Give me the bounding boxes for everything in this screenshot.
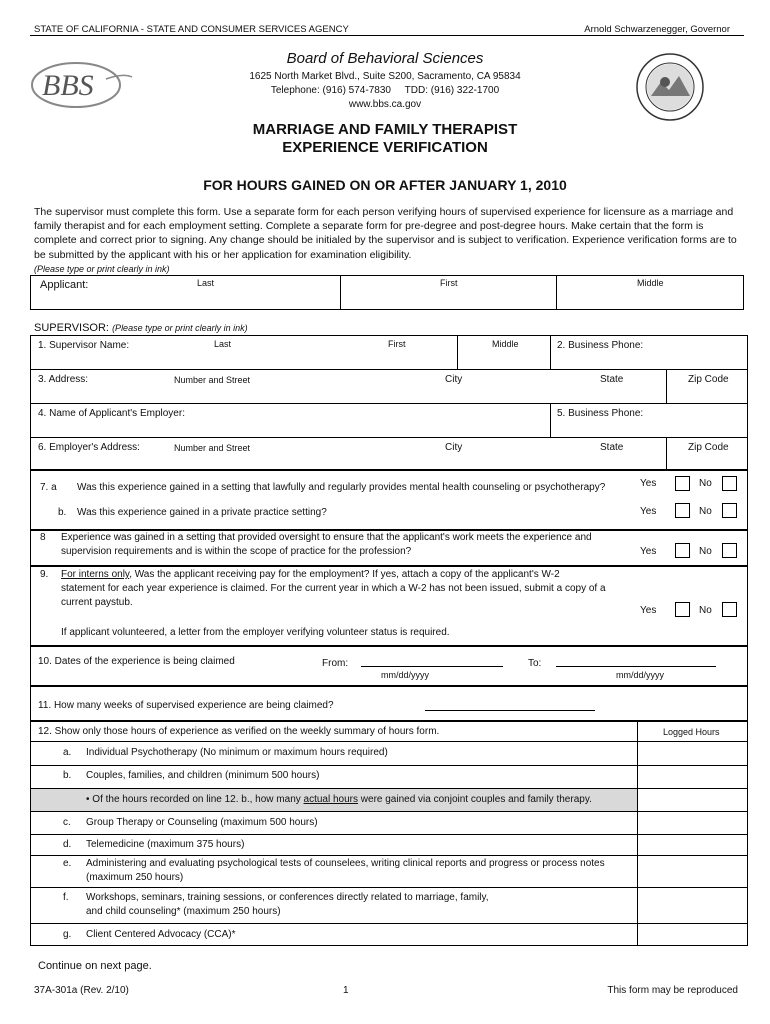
q8-no-checkbox[interactable]	[722, 543, 737, 558]
board-name: Board of Behavioral Sciences	[286, 50, 484, 67]
svg-text:BBS: BBS	[42, 69, 94, 102]
hours-item-f-2: and child counseling* (maximum 250 hours)	[86, 906, 281, 917]
q8-text-1: Experience was gained in a setting that provided oversight to ensure that the applicant's work meets the experience and	[61, 532, 592, 543]
hours-item-b: Couples, families, and children (minimum 500 hours)	[86, 770, 320, 781]
employer-street[interactable]: Number and Street	[174, 443, 251, 453]
dates-label: 10. Dates of the experience is being claimed	[38, 656, 235, 667]
q9-no-checkbox[interactable]	[722, 602, 737, 617]
address-street[interactable]: Number and Street	[174, 375, 251, 385]
supervisor-last[interactable]: Last	[214, 339, 232, 349]
address-label: 3. Address:	[38, 374, 89, 385]
hours-label: 12. Show only those hours of experience as verified on the weekly summary of hours form.	[38, 726, 440, 737]
header-rule	[30, 35, 744, 36]
q9-text-2: statement for each year experience is claimed. For the current year in which a W-2 has not been issued, submit a copy of a	[61, 583, 606, 594]
reproduce-note: This form may be reproduced	[607, 985, 738, 996]
supervisor-middle[interactable]: Middle	[492, 339, 519, 349]
to-date-input[interactable]	[556, 666, 716, 667]
hours-item-a: Individual Psychotherapy (No minimum or maximum hours required)	[86, 747, 388, 758]
hours-item-e-2: (maximum 250 hours)	[86, 872, 184, 883]
page-number: 1	[343, 985, 349, 996]
employer-label[interactable]: 4. Name of Applicant's Employer:	[38, 408, 185, 419]
employer-state[interactable]: State	[600, 442, 624, 453]
applicant-last[interactable]: Last	[197, 278, 215, 288]
governor-header: Arnold Schwarzenegger, Governor	[584, 24, 730, 35]
applicant-middle[interactable]: Middle	[637, 278, 664, 288]
state-seal-icon	[635, 52, 705, 122]
weeks-label: 11. How many weeks of supervised experience are being claimed?	[38, 700, 334, 711]
form-number: 37A-301a (Rev. 2/10)	[34, 985, 129, 996]
from-date-input[interactable]	[361, 666, 503, 667]
weeks-input[interactable]	[425, 710, 595, 711]
board-address: 1625 North Market Blvd., Suite S200, Sacramento, CA 95834 Telephone: (916) 574-7830 TDD: (916) 322-1700 www.bbs.ca.gov	[249, 71, 521, 110]
address-state[interactable]: State	[600, 374, 624, 385]
q9-yes-checkbox[interactable]	[675, 602, 690, 617]
employer-address-label: 6. Employer's Address:	[38, 442, 140, 453]
q8-text-2: supervision requirements and is within the scope of practice for the profession?	[61, 546, 412, 557]
hours-input-b[interactable]	[638, 766, 747, 788]
hours-item-c: Group Therapy or Counseling (maximum 500 hours)	[86, 817, 318, 828]
supervisor-name-label: 1. Supervisor Name:	[38, 340, 130, 351]
hours-input-c[interactable]	[638, 812, 747, 834]
hours-input-conjoint[interactable]	[638, 789, 747, 811]
q9-text-3: current paystub.	[61, 597, 133, 608]
q9-text-1: For interns only, Was the applicant receiving pay for the employment? If yes, attach a copy of the applicant's W-2	[61, 569, 560, 580]
q9-volunteer-note: If applicant volunteered, a letter from the employer verifying volunteer status is required.	[61, 627, 450, 638]
supervisor-first[interactable]: First	[388, 339, 406, 349]
supervisor-phone-label[interactable]: 2. Business Phone:	[557, 340, 644, 351]
q7a-yes-checkbox[interactable]	[675, 476, 690, 491]
hours-input-a[interactable]	[638, 742, 747, 765]
applicant-first[interactable]: First	[440, 278, 458, 288]
intro-text: The supervisor must complete this form. Use a separate form for each person verifying hours of supervised experience for licensure as a marriage and family therapist and for each employment setting. Complete a separate form for pre-degree and post-degree hours. Make certain that the form is complete and correct prior to signing. Any change should be initialed by the supervisor and is subject to verification. Experience verification forms are to be submitted by the applicant with his or her application for examination eligibility. (Please type or print clearly in ink)	[34, 206, 737, 274]
q7a-no-checkbox[interactable]	[722, 476, 737, 491]
hours-item-d: Telemedicine (maximum 375 hours)	[86, 839, 245, 850]
hours-item-f: Workshops, seminars, training sessions, or conferences directly related to marriage, family,	[86, 892, 489, 903]
employer-city[interactable]: City	[445, 442, 463, 453]
hours-input-d[interactable]	[638, 835, 747, 855]
form-title-line2: EXPERIENCE VERIFICATION	[282, 139, 488, 156]
employer-phone-label[interactable]: 5. Business Phone:	[557, 408, 644, 419]
hours-input-f[interactable]	[638, 888, 747, 923]
hours-item-g: Client Centered Advocacy (CCA)*	[86, 929, 236, 940]
hours-item-conjoint: • Of the hours recorded on line 12. b., how many actual hours were gained via conjoint couples and family therapy.	[86, 794, 592, 805]
q7b-no-checkbox[interactable]	[722, 503, 737, 518]
agency-header: STATE OF CALIFORNIA - STATE AND CONSUMER SERVICES AGENCY	[34, 24, 349, 35]
address-city[interactable]: City	[445, 374, 463, 385]
supervisor-heading: SUPERVISOR: (Please type or print clearly in ink)	[34, 322, 248, 334]
q8-yes-checkbox[interactable]	[675, 543, 690, 558]
logged-hours-header: Logged Hours	[663, 727, 720, 737]
continue-note: Continue on next page.	[38, 960, 152, 972]
employer-zip[interactable]: Zip Code	[688, 442, 729, 453]
q7b-yes-checkbox[interactable]	[675, 503, 690, 518]
applicant-label: Applicant:	[40, 279, 89, 291]
q7b-text: Was this experience gained in a private practice setting?	[77, 507, 327, 518]
form-subtitle: FOR HOURS GAINED ON OR AFTER JANUARY 1, 2010	[203, 177, 567, 193]
address-zip[interactable]: Zip Code	[688, 374, 729, 385]
hours-input-e[interactable]	[638, 856, 747, 887]
hours-item-e: Administering and evaluating psychological tests of counselees, writing clinical reports and progress or process notes	[86, 858, 605, 869]
hours-input-g[interactable]	[638, 924, 747, 946]
form-title-line1: MARRIAGE AND FAMILY THERAPIST	[252, 121, 518, 138]
q7a-text: Was this experience gained in a setting that lawfully and regularly provides mental health counseling or psychotherapy?	[77, 482, 606, 493]
